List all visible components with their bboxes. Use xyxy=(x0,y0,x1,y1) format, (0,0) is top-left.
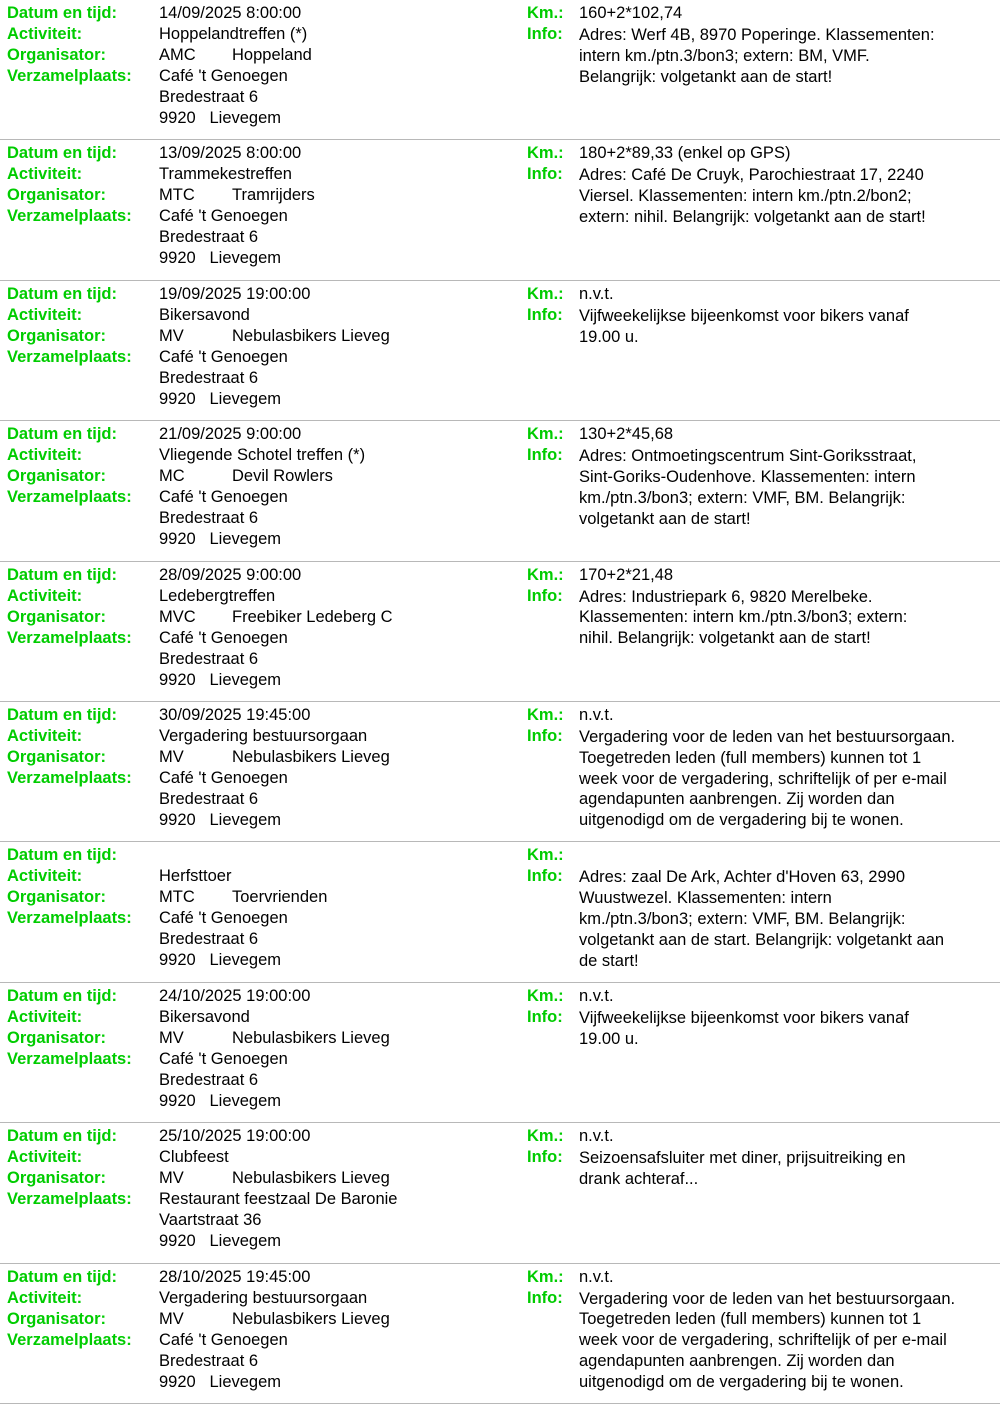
organisator-label: Organisator: xyxy=(7,888,107,907)
event-activity: Ledebergtreffen xyxy=(159,586,276,605)
meeting-city-line xyxy=(159,1092,281,1111)
event-info: Adres: Industriepark 6, 9820 Merelbeke. Klassementen: intern km./ptn.3/bon3; extern: nihil. Belangrijk: volgetankt aan de start! xyxy=(579,587,908,648)
km-label: Km.: xyxy=(527,4,564,22)
meeting-postcode: 9920 xyxy=(159,670,196,689)
meeting-postcode: 9920 xyxy=(159,249,196,268)
event-distance: n.v.t. xyxy=(579,986,614,1005)
event-entry xyxy=(0,0,1000,140)
meeting-city-line xyxy=(159,390,281,409)
event-distance: n.v.t. xyxy=(579,284,614,303)
km-label: Km.: xyxy=(527,565,564,584)
verzamelplaats-label: Verzamelplaats: xyxy=(7,67,132,85)
organisator-label: Organisator: xyxy=(7,607,107,626)
km-label: Km.: xyxy=(527,284,564,303)
organizer-name: Freebiker Ledeberg C xyxy=(232,607,393,626)
event-entry xyxy=(0,702,1000,842)
organizer-code: MVC xyxy=(159,607,196,626)
organizer-name: Nebulasbikers Lieveg xyxy=(232,1309,390,1328)
meeting-city: Lievegem xyxy=(209,810,282,829)
event-distance: n.v.t. xyxy=(579,1127,614,1146)
event-datetime: 19/09/2025 19:00:00 xyxy=(159,284,311,303)
organisator-label: Organisator: xyxy=(7,186,107,205)
event-organizer xyxy=(159,46,312,65)
activiteit-label: Activiteit: xyxy=(7,586,83,605)
activiteit-label: Activiteit: xyxy=(7,867,83,886)
activiteit-label: Activiteit: xyxy=(7,165,83,184)
event-info: Adres: Ontmoetingscentrum Sint-Goriksstraat, Sint-Goriks-Oudenhove. Klassementen: intern km./ptn.3/bon3; extern: VMF, BM. Belangrijk: volgetankt aan de start! xyxy=(579,447,917,528)
meeting-place: Café 't Genoegen xyxy=(159,1049,288,1068)
organizer-code: MV xyxy=(159,747,184,766)
activiteit-label: Activiteit: xyxy=(7,1288,83,1307)
organisator-label: Organisator: xyxy=(7,1309,107,1328)
event-entry xyxy=(0,281,1000,421)
organizer-name: Nebulasbikers Lieveg xyxy=(232,747,390,766)
verzamelplaats-label: Verzamelplaats: xyxy=(7,628,132,647)
organisator-label: Organisator: xyxy=(7,326,107,345)
organisator-label: Organisator: xyxy=(7,747,107,766)
activiteit-label: Activiteit: xyxy=(7,1148,83,1167)
meeting-postcode: 9920 xyxy=(159,1091,196,1110)
organisator-label: Organisator: xyxy=(7,46,107,64)
verzamelplaats-label: Verzamelplaats: xyxy=(7,488,132,507)
meeting-street: Bredestraat 6 xyxy=(159,368,259,387)
event-organizer xyxy=(159,888,327,907)
meeting-postcode: 9920 xyxy=(159,109,196,127)
meeting-city-line xyxy=(159,671,281,690)
event-datetime: 14/09/2025 8:00:00 xyxy=(159,4,302,22)
event-organizer xyxy=(159,467,333,486)
info-label: Info: xyxy=(527,446,563,465)
km-label: Km.: xyxy=(527,846,564,865)
organizer-code: MV xyxy=(159,1169,184,1188)
activiteit-label: Activiteit: xyxy=(7,1007,83,1026)
activiteit-label: Activiteit: xyxy=(7,305,83,324)
meeting-street: Bredestraat 6 xyxy=(159,649,259,668)
info-label: Info: xyxy=(527,1148,563,1167)
organizer-code: AMC xyxy=(159,46,196,64)
info-label: Info: xyxy=(527,165,563,184)
info-label: Info: xyxy=(527,726,563,745)
info-label: Info: xyxy=(527,867,563,886)
organizer-code: MTC xyxy=(159,186,195,205)
event-info: Vijfweekelijkse bijeenkomst voor bikers vanaf 19.00 u. xyxy=(579,306,909,346)
meeting-place: Café 't Genoegen xyxy=(159,488,288,507)
verzamelplaats-label: Verzamelplaats: xyxy=(7,909,132,928)
organizer-name: Nebulasbikers Lieveg xyxy=(232,326,390,345)
event-distance: 160+2*102,74 xyxy=(579,4,683,22)
event-datetime: 28/09/2025 9:00:00 xyxy=(159,565,302,584)
event-datetime: 30/09/2025 19:45:00 xyxy=(159,705,311,724)
organisator-label: Organisator: xyxy=(7,1169,107,1188)
meeting-postcode: 9920 xyxy=(159,1372,196,1391)
meeting-city: Lievegem xyxy=(209,670,282,689)
meeting-place: Café 't Genoegen xyxy=(159,909,288,928)
organizer-code: MV xyxy=(159,1309,184,1328)
meeting-city: Lievegem xyxy=(209,389,282,408)
datum-label: Datum en tijd: xyxy=(7,1267,117,1286)
organizer-name: Devil Rowlers xyxy=(232,467,333,486)
event-datetime: 25/10/2025 19:00:00 xyxy=(159,1127,311,1146)
meeting-street: Bredestraat 6 xyxy=(159,509,259,528)
event-info: Vergadering voor de leden van het bestuursorgaan. Toegetreden leden (full members) kunnen tot 1 week voor de vergadering, schriftelijk of per e-mail agendapunten aanbrengen. Zij worden dan uitgenodigd om de vergadering bij te wonen. xyxy=(579,1289,956,1391)
meeting-place: Restaurant feestzaal De Baronie xyxy=(159,1190,398,1209)
meeting-city-line xyxy=(159,1373,281,1392)
km-label: Km.: xyxy=(527,425,564,444)
event-entry xyxy=(0,842,1000,982)
meeting-city: Lievegem xyxy=(209,109,282,127)
meeting-place: Café 't Genoegen xyxy=(159,207,288,226)
meeting-postcode: 9920 xyxy=(159,389,196,408)
event-entry xyxy=(0,1264,1000,1404)
organizer-name: Tramrijders xyxy=(232,186,315,205)
verzamelplaats-label: Verzamelplaats: xyxy=(7,1190,132,1209)
activiteit-label: Activiteit: xyxy=(7,446,83,465)
verzamelplaats-label: Verzamelplaats: xyxy=(7,207,132,226)
km-label: Km.: xyxy=(527,1127,564,1146)
datum-label: Datum en tijd: xyxy=(7,4,117,22)
event-entry xyxy=(0,421,1000,561)
meeting-place: Café 't Genoegen xyxy=(159,628,288,647)
meeting-city-line xyxy=(159,951,281,970)
meeting-city: Lievegem xyxy=(209,530,282,549)
event-entry xyxy=(0,140,1000,280)
meeting-street: Bredestraat 6 xyxy=(159,88,259,106)
event-activity: Vergadering bestuursorgaan xyxy=(159,726,368,745)
event-organizer xyxy=(159,1169,390,1188)
organisator-label: Organisator: xyxy=(7,467,107,486)
event-datetime: 24/10/2025 19:00:00 xyxy=(159,986,311,1005)
datum-label: Datum en tijd: xyxy=(7,425,117,444)
meeting-city-line xyxy=(159,249,281,268)
info-label: Info: xyxy=(527,25,563,43)
meeting-city-line xyxy=(159,1232,281,1251)
event-activity: Clubfeest xyxy=(159,1148,229,1167)
event-activity: Vliegende Schotel treffen (*) xyxy=(159,446,366,465)
event-datetime: 28/10/2025 19:45:00 xyxy=(159,1267,311,1286)
event-organizer xyxy=(159,748,390,767)
verzamelplaats-label: Verzamelplaats: xyxy=(7,768,132,787)
meeting-postcode: 9920 xyxy=(159,1232,196,1251)
organizer-name: Hoppeland xyxy=(232,46,312,64)
organizer-code: MV xyxy=(159,1028,184,1047)
meeting-city: Lievegem xyxy=(209,951,282,970)
organizer-name: Nebulasbikers Lieveg xyxy=(232,1169,390,1188)
meeting-place: Café 't Genoegen xyxy=(159,67,288,85)
event-organizer xyxy=(159,1029,390,1048)
event-distance: n.v.t. xyxy=(579,1267,614,1286)
event-distance: 170+2*21,48 xyxy=(579,565,674,584)
meeting-place: Café 't Genoegen xyxy=(159,1330,288,1349)
event-organizer xyxy=(159,1310,390,1329)
meeting-city-line xyxy=(159,109,281,128)
meeting-street: Vaartstraat 36 xyxy=(159,1211,262,1230)
meeting-place: Café 't Genoegen xyxy=(159,768,288,787)
event-organizer xyxy=(159,186,315,205)
organizer-code: MV xyxy=(159,326,184,345)
datum-label: Datum en tijd: xyxy=(7,284,117,303)
meeting-postcode: 9920 xyxy=(159,951,196,970)
event-info: Adres: Werf 4B, 8970 Poperinge. Klassementen: intern km./ptn.3/bon3; extern: BM, VMF. Belangrijk: volgetankt aan de start! xyxy=(579,26,935,86)
meeting-street: Bredestraat 6 xyxy=(159,930,259,949)
event-entry xyxy=(0,562,1000,702)
datum-label: Datum en tijd: xyxy=(7,565,117,584)
event-info: Adres: zaal De Ark, Achter d'Hoven 63, 2990 Wuustwezel. Klassementen: intern km./ptn.3/bon3; extern: VMF, BM. Belangrijk: volgetankt aan de start. Belangrijk: volgetankt aan de start! xyxy=(579,868,945,970)
info-label: Info: xyxy=(527,1288,563,1307)
event-activity: Vergadering bestuursorgaan xyxy=(159,1288,368,1307)
organizer-code: MC xyxy=(159,467,185,486)
activiteit-label: Activiteit: xyxy=(7,726,83,745)
event-distance: n.v.t. xyxy=(579,705,614,724)
km-label: Km.: xyxy=(527,144,564,163)
meeting-city: Lievegem xyxy=(209,249,282,268)
event-datetime: 13/09/2025 8:00:00 xyxy=(159,144,302,163)
meeting-street: Bredestraat 6 xyxy=(159,1351,259,1370)
meeting-city: Lievegem xyxy=(209,1232,282,1251)
organizer-name: Toervrienden xyxy=(232,888,328,907)
info-label: Info: xyxy=(527,586,563,605)
event-info: Adres: Café De Cruyk, Parochiestraat 17, 2240 Viersel. Klassementen: intern km./ptn.2/bon2; extern: nihil. Belangrijk: volgetankt aan de start! xyxy=(579,166,926,226)
datum-label: Datum en tijd: xyxy=(7,1127,117,1146)
datum-label: Datum en tijd: xyxy=(7,705,117,724)
organisator-label: Organisator: xyxy=(7,1028,107,1047)
event-activity: Trammekestreffen xyxy=(159,165,292,184)
km-label: Km.: xyxy=(527,986,564,1005)
event-activity: Bikersavond xyxy=(159,305,250,324)
meeting-street: Bredestraat 6 xyxy=(159,1070,259,1089)
event-info: Vijfweekelijkse bijeenkomst voor bikers vanaf 19.00 u. xyxy=(579,1008,909,1048)
meeting-postcode: 9920 xyxy=(159,810,196,829)
meeting-place: Café 't Genoegen xyxy=(159,347,288,366)
event-entry xyxy=(0,1123,1000,1263)
meeting-city: Lievegem xyxy=(209,1372,282,1391)
organizer-name: Nebulasbikers Lieveg xyxy=(232,1028,390,1047)
meeting-postcode: 9920 xyxy=(159,530,196,549)
verzamelplaats-label: Verzamelplaats: xyxy=(7,1049,132,1068)
event-organizer xyxy=(159,608,393,627)
info-label: Info: xyxy=(527,1007,563,1026)
event-activity: Hoppelandtreffen (*) xyxy=(159,25,308,43)
meeting-city-line xyxy=(159,530,281,549)
meeting-street: Bredestraat 6 xyxy=(159,228,259,247)
km-label: Km.: xyxy=(527,705,564,724)
event-activity: Bikersavond xyxy=(159,1007,250,1026)
info-label: Info: xyxy=(527,305,563,324)
meeting-city-line xyxy=(159,811,281,830)
verzamelplaats-label: Verzamelplaats: xyxy=(7,347,132,366)
event-activity: Herfsttoer xyxy=(159,867,232,886)
verzamelplaats-label: Verzamelplaats: xyxy=(7,1330,132,1349)
organizer-code: MTC xyxy=(159,888,195,907)
datum-label: Datum en tijd: xyxy=(7,144,117,163)
event-distance: 180+2*89,33 (enkel op GPS) xyxy=(579,144,791,163)
meeting-street: Bredestraat 6 xyxy=(159,789,259,808)
event-distance: 130+2*45,68 xyxy=(579,425,674,444)
datum-label: Datum en tijd: xyxy=(7,846,117,865)
event-datetime: 21/09/2025 9:00:00 xyxy=(159,425,302,444)
event-info: Vergadering voor de leden van het bestuursorgaan. Toegetreden leden (full members) kunnen tot 1 week voor de vergadering, schriftelijk of per e-mail agendapunten aanbrengen. Zij worden dan uitgenodigd om de vergadering bij te wonen. xyxy=(579,727,956,830)
datum-label: Datum en tijd: xyxy=(7,986,117,1005)
activiteit-label: Activiteit: xyxy=(7,25,83,43)
meeting-city: Lievegem xyxy=(209,1091,282,1110)
km-label: Km.: xyxy=(527,1267,564,1286)
event-entry xyxy=(0,983,1000,1123)
event-organizer xyxy=(159,327,390,346)
event-info: Seizoensafsluiter met diner, prijsuitreiking en drank achteraf... xyxy=(579,1149,906,1188)
